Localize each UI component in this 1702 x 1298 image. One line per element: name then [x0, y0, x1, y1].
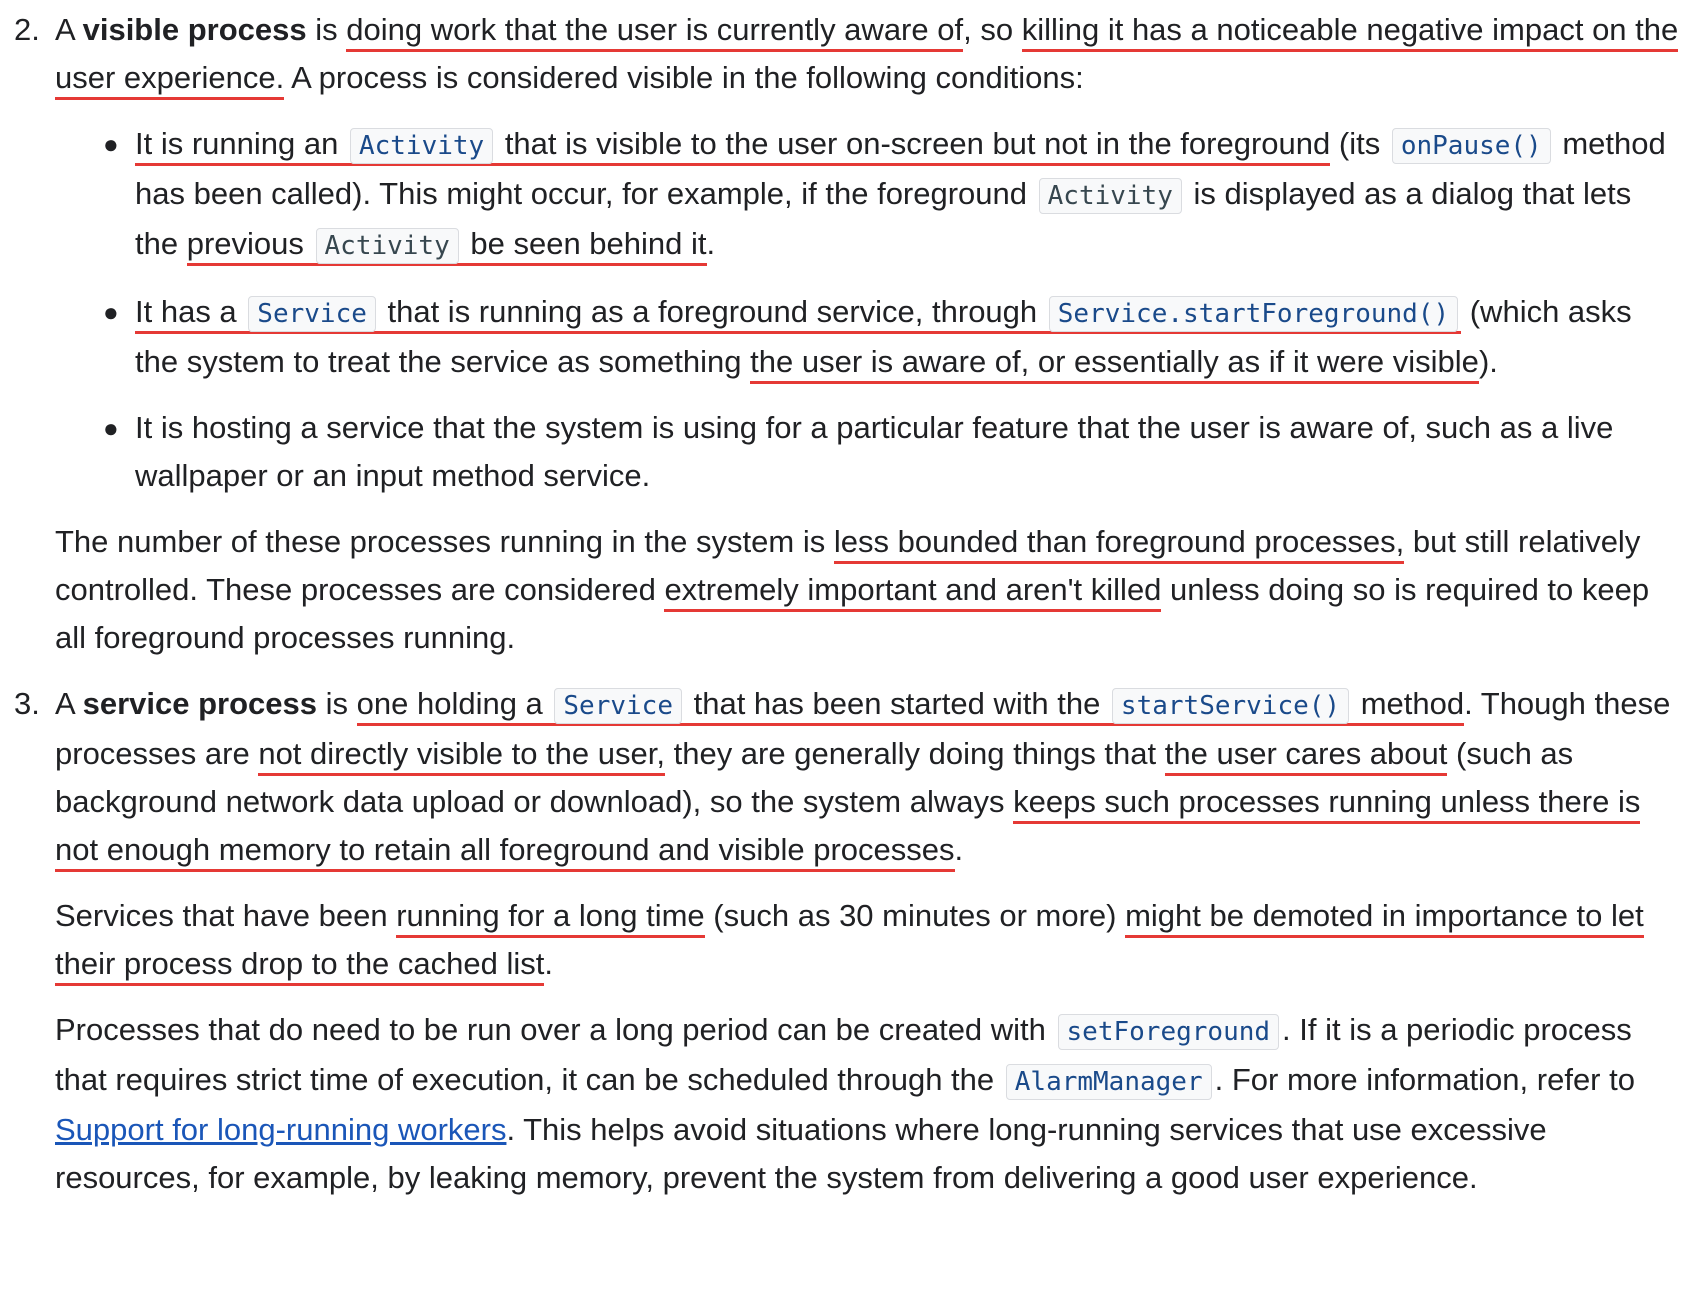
highlight: extremely important and aren't killed: [664, 572, 1161, 612]
highlight: one holding a Service that has been started with the startService() method: [357, 686, 1464, 726]
code-start-foreground: Service.startForeground(): [1049, 296, 1458, 332]
process-list: [14, 6, 1682, 1202]
highlight: less bounded than foreground processes,: [834, 524, 1404, 564]
highlight: the user is aware of, or essentially as if it were visible: [750, 344, 1479, 384]
list-item: ● It is hosting a service that the system is using for a particular feature that the user is aware of, such as a live wallpaper or an input method service.: [55, 404, 1682, 500]
list-item: ● It has a Service that is running as a foreground service, through Service.startForeground() (which asks the system to treat the service as something the user is aware of, or essentially as if it were visible).: [55, 288, 1682, 386]
bullet-icon: ●: [103, 297, 119, 327]
code-set-foreground: setForeground: [1058, 1014, 1280, 1050]
service-demotion-paragraph: Services that have been running for a long time (such as 30 minutes or more) might be demoted in importance to let their process drop to the cached list.: [55, 892, 1682, 988]
highlight: not directly visible to the user,: [258, 736, 665, 776]
code-activity: Activity: [1039, 178, 1182, 214]
code-alarm-manager: AlarmManager: [1006, 1064, 1212, 1100]
long-running-workers-link[interactable]: Support for long-running workers: [55, 1112, 507, 1147]
highlight: doing work that the user is currently aware of: [346, 12, 963, 52]
highlight: keeps such processes running unless there is not enough memory to retain all foreground and visible processes: [55, 784, 1640, 872]
visible-conditions-list: [55, 120, 1682, 500]
highlight: It has a Service that is running as a foreground service, through Service.startForeground(): [135, 294, 1461, 334]
list-item: ● It is running an Activity that is visible to the user on-screen but not in the foreground (its onPause() method has been called). This might occur, for example, if the foreground Activity is displayed as a dialog that lets the previous Activity be seen behind it.: [55, 120, 1682, 270]
highlight: killing it has a noticeable negative impact on the user experience.: [55, 12, 1678, 100]
bullet-icon: ●: [103, 129, 119, 159]
code-service: Service: [248, 296, 376, 332]
visible-process-intro: A visible process is doing work that the user is currently aware of, so killing it has a noticeable negative impact on the user experience. A process is considered visible in the following conditions:: [55, 6, 1682, 102]
highlight: might be demoted in importance to let their process drop to the cached list: [55, 898, 1644, 986]
bullet-icon: ●: [103, 413, 119, 443]
list-number: 2.: [14, 12, 40, 47]
list-item-service-process: [14, 680, 1682, 1202]
code-activity: Activity: [350, 128, 493, 164]
list-item-visible-process: [14, 6, 1682, 662]
long-running-paragraph: Processes that do need to be run over a long period can be created with setForeground . If it is a periodic process that requires strict time of execution, it can be scheduled through the AlarmManager . For more information, refer to Support for long-running workers. This helps avoid situations where long-running services that use excessive resources, for example, by leaking memory, prevent the system from delivering a good user experience.: [55, 1012, 1635, 1195]
code-service: Service: [554, 688, 682, 724]
term-visible-process: visible process: [82, 12, 307, 47]
service-process-intro: A service process is one holding a Service that has been started with the startService() method. Though these processes are not directly visible to the user, they are generally doing things that the user cares about (such as background network data upload or download), so the system always keeps such processes running unless there is not enough memory to retain all foreground and visible processes.: [55, 680, 1682, 874]
visible-process-paragraph: The number of these processes running in the system is less bounded than foreground processes, but still relatively controlled. These processes are considered extremely important and aren't killed unless doing so is required to keep all foreground processes running.: [55, 524, 1650, 655]
code-activity: Activity: [316, 228, 459, 264]
term-service-process: service process: [82, 686, 317, 721]
highlight: It is running an Activity that is visible to the user on-screen but not in the foreground: [135, 126, 1330, 166]
highlight: running for a long time: [396, 898, 704, 938]
code-start-service: startService(): [1112, 688, 1349, 724]
highlight: previous Activity be seen behind it: [187, 226, 707, 266]
code-onpause: onPause(): [1392, 128, 1551, 164]
highlight: the user cares about: [1165, 736, 1448, 776]
list-number: 3.: [14, 686, 40, 721]
